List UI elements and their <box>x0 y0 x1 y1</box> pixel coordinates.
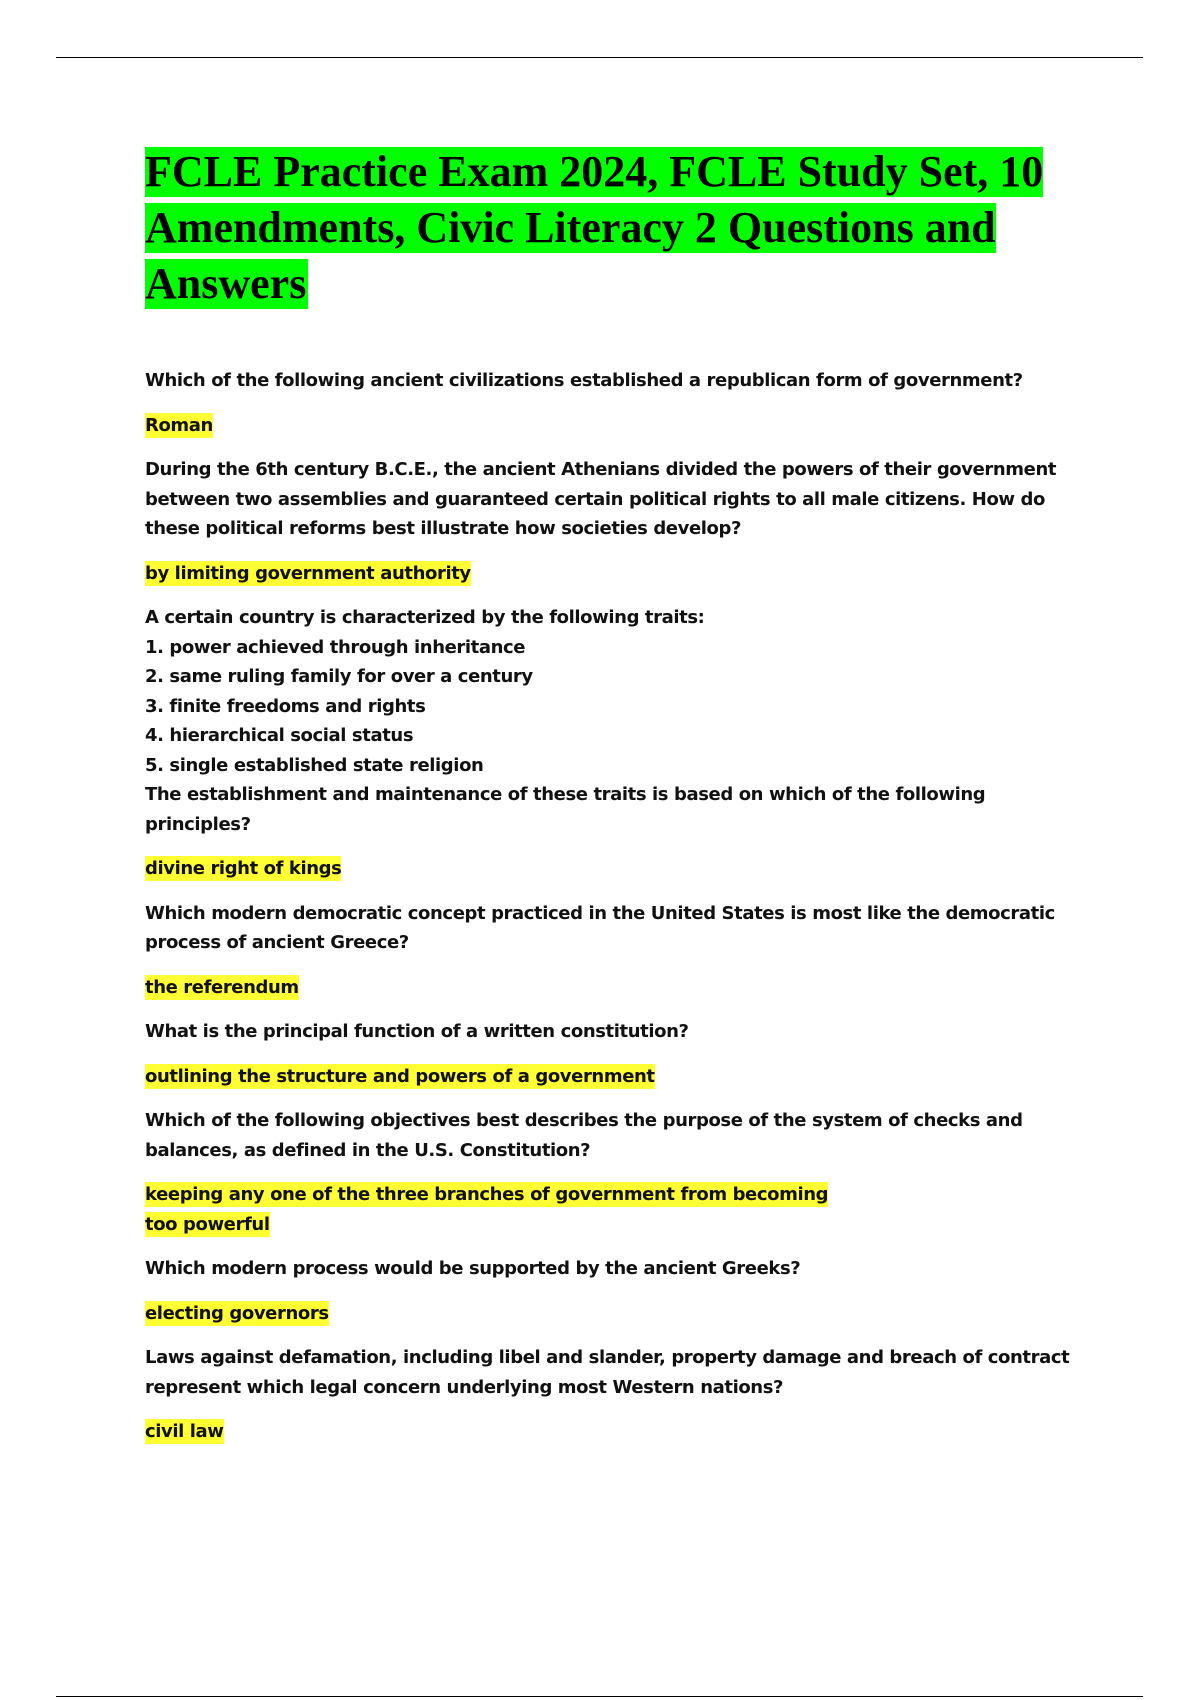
qa-item-4 <box>145 899 1095 1003</box>
answer-2 <box>145 559 1095 589</box>
answer-7 <box>145 1299 1095 1329</box>
qa-item-2 <box>145 455 1095 588</box>
qa-item-5 <box>145 1017 1095 1091</box>
question-3: A certain country is characterized by the following traits: 1. power achieved through inheritance 2. same ruling family for over a century 3. finite freedoms and rights 4. hierarchical social status 5. single established state religion The establishment and maintenance of these traits is based on which of the following principles? <box>145 607 986 835</box>
answer-5 <box>145 1062 1095 1092</box>
document-title <box>145 144 1095 312</box>
title-highlight: FCLE Practice Exam 2024, FCLE Study Set, 10 Amendments, Civic Literacy 2 Questions and Answers <box>145 147 1044 308</box>
question-4: Which modern democratic concept practiced in the United States is most like the democratic process of ancient Greece? <box>145 902 1055 953</box>
answer-7-highlight: electing governors <box>145 1302 329 1324</box>
answer-3 <box>145 854 1095 884</box>
answer-4-highlight: the referendum <box>145 976 299 998</box>
answer-1 <box>145 411 1095 441</box>
question-7: Which modern process would be supported by the ancient Greeks? <box>145 1258 801 1279</box>
top-rule <box>56 57 1143 58</box>
qa-item-6 <box>145 1106 1095 1239</box>
answer-5-highlight: outlining the structure and powers of a government <box>145 1065 655 1087</box>
answer-1-highlight: Roman <box>145 414 213 436</box>
question-5: What is the principal function of a written constitution? <box>145 1021 689 1042</box>
bottom-rule <box>56 1696 1143 1697</box>
answer-2-highlight: by limiting government authority <box>145 562 471 584</box>
qa-item-7 <box>145 1254 1095 1328</box>
qa-item-1 <box>145 366 1095 440</box>
answer-6 <box>145 1180 845 1239</box>
qa-item-3 <box>145 603 1095 884</box>
answer-8-highlight: civil law <box>145 1421 224 1442</box>
question-8: Laws against defamation, including libel and slander, property damage and breach of contract represent which legal concern underlying most Western nations? <box>145 1347 1070 1398</box>
answer-4 <box>145 973 1095 1003</box>
answer-6-highlight: keeping any one of the three branches of government from becoming too powerful <box>145 1184 829 1235</box>
document-body <box>145 144 1095 1462</box>
answer-8 <box>145 1417 1095 1447</box>
answer-3-highlight: divine right of kings <box>145 858 342 879</box>
question-2: During the 6th century B.C.E., the ancient Athenians divided the powers of their government between two assemblies and guaranteed certain political rights to all male citizens. How do these political reforms best illustrate how societies develop? <box>145 459 1057 539</box>
qa-item-8 <box>145 1343 1095 1447</box>
question-1: Which of the following ancient civilizations established a republican form of government? <box>145 370 1023 391</box>
question-6: Which of the following objectives best describes the purpose of the system of checks and balances, as defined in the U.S. Constitution? <box>145 1110 1023 1161</box>
